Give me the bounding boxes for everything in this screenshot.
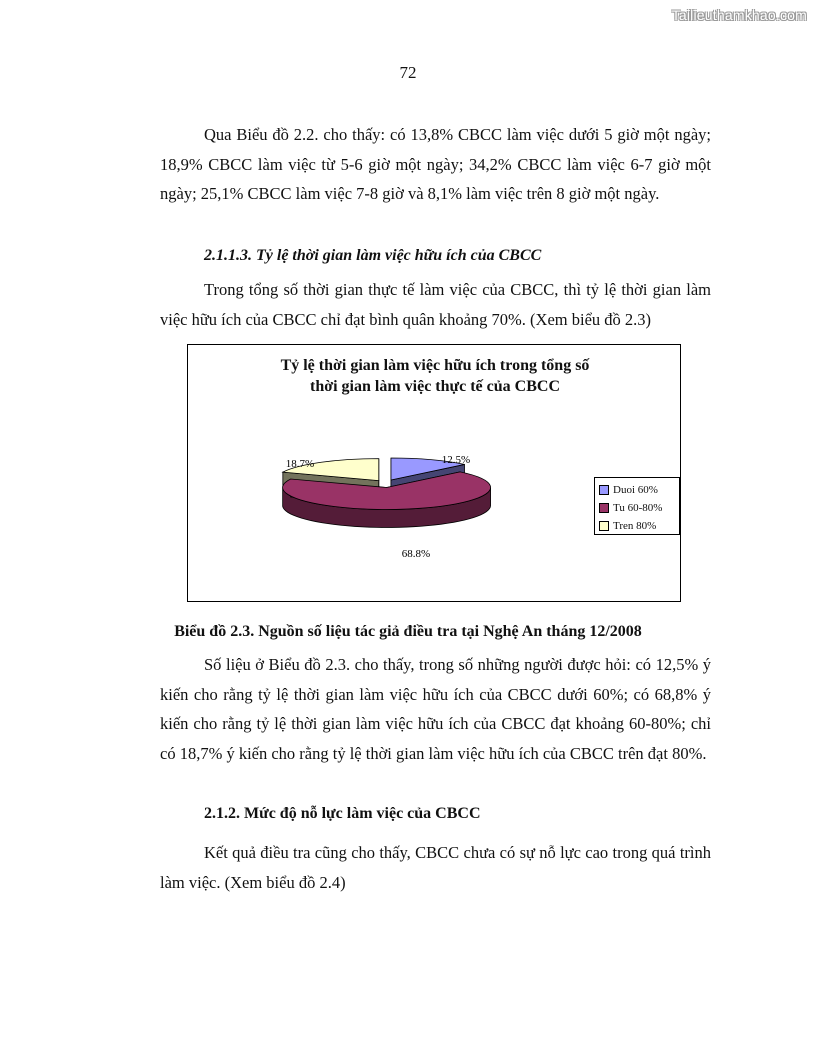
pie-data-label-tu-60-80-: 68.8% — [401, 548, 431, 560]
legend-swatch-tren-80 — [599, 521, 609, 531]
pie-chart — [187, 344, 681, 602]
pie-data-label-duoi-60-: 12.5% — [441, 454, 471, 466]
legend-swatch-tu-60-80 — [599, 503, 609, 513]
legend-item-tu-60-80 — [599, 499, 679, 517]
section-heading-2-1-2: 2.1.2. Mức độ nỗ lực làm việc của CBCC — [204, 805, 481, 822]
chart-title-line2: thời gian làm việc thực tế của CBCC — [310, 378, 560, 395]
paragraph-intro: Qua Biểu đồ 2.2. cho thấy: có 13,8% CBCC làm việc dưới 5 giờ một ngày; 18,9% CBCC làm việc từ 5-6 giờ một ngày; 34,2% CBCC làm việc 6-7 giờ một ngày; 25,1% CBCC làm việc 7-8 giờ và 8,1% làm việc trên 8 giờ một ngày. — [160, 125, 711, 203]
page-number: 72 — [399, 63, 417, 82]
legend-label-tren-80: Tren 80% — [613, 520, 657, 532]
paragraph-useful-time: Trong tổng số thời gian thực tế làm việc của CBCC, thì tỷ lệ thời gian làm việc hữu ích của CBCC chỉ đạt bình quân khoảng 70%. (Xem biểu đồ 2.3) — [160, 280, 711, 329]
paragraph-effort: Kết quả điều tra cũng cho thấy, CBCC chưa có sự nỗ lực cao trong quá trình làm việc. (Xem biểu đồ 2.4) — [160, 843, 711, 892]
legend-label-tu-60-80: Tu 60-80% — [613, 502, 663, 514]
section-heading-2-1-1-3: 2.1.1.3. Tỷ lệ thời gian làm việc hữu ích của CBCC — [204, 247, 542, 264]
watermark: Tailieuthamkhao.com — [671, 7, 807, 23]
chart-legend — [594, 477, 680, 535]
pie-chart-svg — [188, 345, 682, 603]
chart-caption: Biểu đồ 2.3. Nguồn số liệu tác giả điều tra tại Nghệ An tháng 12/2008 — [174, 623, 642, 640]
pie-data-label-tren-80-: 18.7% — [285, 458, 315, 470]
legend-label-duoi-60: Duoi 60% — [613, 484, 658, 496]
legend-item-tren-80 — [599, 517, 679, 535]
paragraph-chart-analysis: Số liệu ở Biểu đồ 2.3. cho thấy, trong số những người được hỏi: có 12,5% ý kiến cho rằng tỷ lệ thời gian làm việc hữu ích của CBCC dưới 60%; có 68,8% ý kiến cho rằng tỷ lệ thời gian làm việc hữu ích của CBCC đạt khoảng 60-80%; chỉ có 18,7% ý kiến cho rằng tỷ lệ thời gian làm việc hữu ích của CBCC trên đạt 80%. — [160, 655, 711, 763]
chart-title-line1: Tỷ lệ thời gian làm việc hữu ích trong tổng số — [280, 357, 590, 374]
legend-item-duoi-60 — [599, 481, 679, 499]
legend-swatch-duoi-60 — [599, 485, 609, 495]
